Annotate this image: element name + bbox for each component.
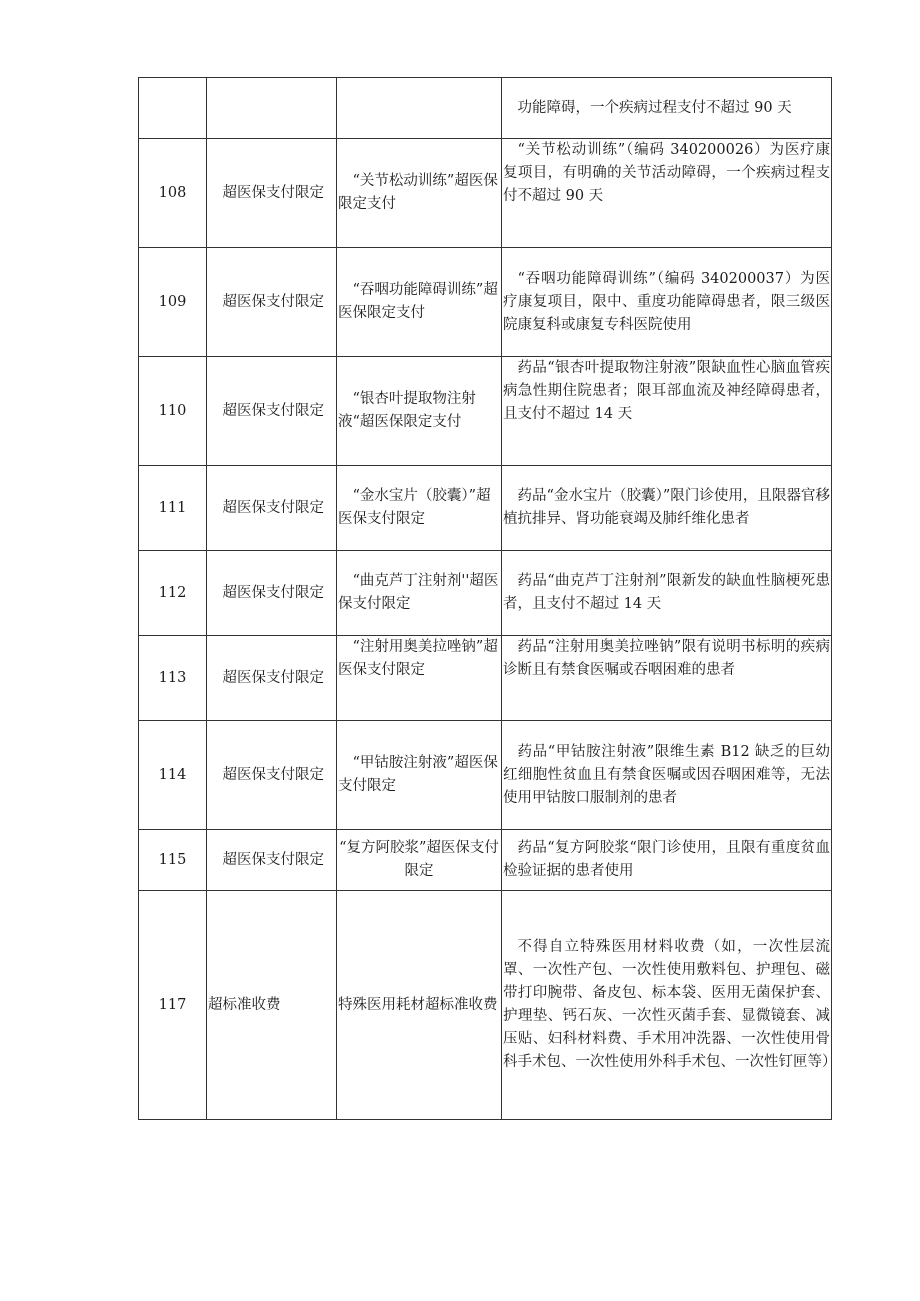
table-row <box>139 551 832 636</box>
row-type-text: 超医保支付限定 <box>222 584 324 601</box>
row-item <box>337 551 502 636</box>
row-description <box>502 891 837 1120</box>
row-type <box>207 357 337 466</box>
policy-table <box>138 77 837 1120</box>
row-description <box>502 551 832 636</box>
row-type-text: 超医保支付限定 <box>222 184 324 201</box>
row-description-text: 药品“甲钴胺注射液”限维生素 B12 缺乏的巨幼红细胞性贫血且有禁食医嘱或因吞咽困难等，无法使用甲钴胺口服制剂的患者 <box>503 743 830 806</box>
row-description-text: 功能障碍，一个疾病过程支付不超过 90 天 <box>517 99 792 116</box>
row-number: 108 <box>139 139 207 248</box>
row-description <box>502 248 832 357</box>
row-item <box>337 139 502 248</box>
row-number: 112 <box>139 551 207 636</box>
row-description-text: 药品“银杏叶提取物注射液”限缺血性心脑血管疾病急性期住院患者；限耳部血流及神经障碍患者，且支付不超过 14 天 <box>503 360 830 422</box>
table-row <box>139 248 832 357</box>
row-description <box>502 636 832 721</box>
row-type <box>207 139 337 248</box>
row-type-text: 超医保支付限定 <box>222 402 324 419</box>
row-description <box>502 357 832 466</box>
row-item <box>337 636 502 721</box>
row-number: 110 <box>139 357 207 466</box>
row-item <box>337 78 502 139</box>
row-item <box>337 466 502 551</box>
table-row <box>139 891 832 1120</box>
row-item-text: “复方阿胶浆”超医保支付限定 <box>339 840 499 879</box>
row-number: 111 <box>139 466 207 551</box>
row-description <box>502 78 832 139</box>
table-row <box>139 636 832 721</box>
row-number: 113 <box>139 636 207 721</box>
row-item-text: “注射用奥美拉唑钠”超医保支付限定 <box>338 639 498 678</box>
row-item <box>337 721 502 830</box>
row-item-text: “金水宝片（胶囊）”超医保支付限定 <box>338 488 491 527</box>
row-description-text: 药品“复方阿胶浆“限门诊使用，且限有重度贫血检验证据的患者使用 <box>503 840 830 879</box>
row-number: 115 <box>139 830 207 891</box>
row-item <box>337 248 502 357</box>
row-description <box>502 830 832 891</box>
row-type: 超标准收费 <box>207 891 337 1120</box>
row-item <box>337 830 502 891</box>
row-item <box>337 357 502 466</box>
row-number <box>139 78 207 139</box>
row-item-text: “曲克芦丁注射剂''超医保支付限定 <box>338 573 499 612</box>
table-row <box>139 466 832 551</box>
row-description <box>502 721 832 830</box>
row-type <box>207 830 337 891</box>
row-type-text: 超医保支付限定 <box>222 766 324 783</box>
row-type-text: 超医保支付限定 <box>222 293 324 310</box>
row-number: 117 <box>139 891 207 1120</box>
row-number: 109 <box>139 248 207 357</box>
table-row <box>139 139 832 248</box>
row-item-text: “银杏叶提取物注射液“超医保限定支付 <box>338 391 476 430</box>
row-item-text: “吞咽功能障碍训练”超医保限定支付 <box>338 282 498 321</box>
row-type-text: 超医保支付限定 <box>222 669 324 686</box>
table-row <box>139 78 832 139</box>
row-description-text: “关节松动训练”（编码 340200026）为医疗康复项目，有明确的关节活动障碍，一个疾病过程支付不超过 90 天 <box>503 142 830 204</box>
table-row <box>139 357 832 466</box>
row-type-text: 超医保支付限定 <box>222 851 324 868</box>
row-description-text: 药品“曲克芦丁注射剂”限新发的缺血性脑梗死患者，且支付不超过 14 天 <box>503 573 830 612</box>
row-item-text: “甲钴胺注射液”超医保支付限定 <box>338 755 498 794</box>
table-row <box>139 830 832 891</box>
row-item: 特殊医用耗材超标准收费 <box>337 891 502 1120</box>
table-row <box>139 721 832 830</box>
row-description <box>502 139 832 248</box>
row-type <box>207 248 337 357</box>
row-description-text: 不得自立特殊医用材料收费（如，一次性层流罩、一次性产包、一次性使用敷料包、护理包、磁带打印腕带、备皮包、标本袋、医用无菌保护套、护理垫、钙石灰、一次性灭菌手套、显微镜套、减压贴、妇科材料费、手术用冲洗器、一次性使用骨科手术包、一次性使用外科手术包、一次性钉匣等） <box>503 939 837 1070</box>
row-description-text: 药品“注射用奥美拉唑钠”限有说明书标明的疾病诊断且有禁食医嘱或吞咽困难的患者 <box>503 639 830 678</box>
row-number: 114 <box>139 721 207 830</box>
row-description-text: 药品“金水宝片（胶囊）”限门诊使用，且限器官移植抗排异、肾功能衰竭及肺纤维化患者 <box>503 488 830 527</box>
row-description <box>502 466 832 551</box>
row-description-text: “吞咽功能障碍训练”（编码 340200037）为医疗康复项目，限中、重度功能障碍患者，限三级医院康复科或康复专科医院使用 <box>503 270 830 333</box>
row-type <box>207 636 337 721</box>
row-item-text: “关节松动训练”超医保限定支付 <box>338 173 498 212</box>
row-type <box>207 78 337 139</box>
row-type <box>207 551 337 636</box>
row-type <box>207 466 337 551</box>
row-type-text: 超医保支付限定 <box>222 499 324 516</box>
row-type <box>207 721 337 830</box>
